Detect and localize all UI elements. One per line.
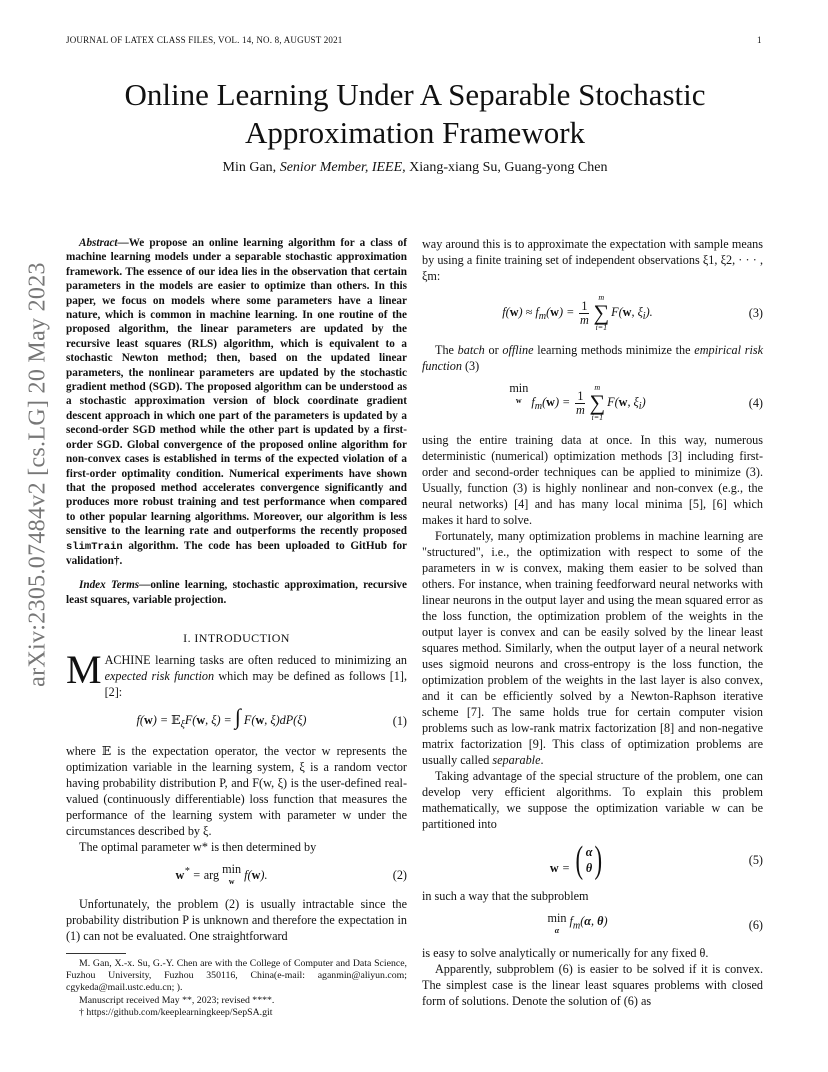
page-number: 1 bbox=[757, 35, 762, 45]
equation-1 bbox=[66, 704, 407, 733]
paper-title: Online Learning Under A Separable Stochastic Approximation Framework bbox=[124, 77, 706, 150]
right-p4-b: . bbox=[540, 753, 544, 767]
right-p2-em3: empirical risk function bbox=[422, 343, 763, 373]
left-column bbox=[66, 236, 407, 1020]
footnote-affiliation: M. Gan, X.-x. Su, G.-Y. Chen are with the College of Computer and Data Science, Fuzhou University, Fuzhou 350116, China(e-mail: aganmin@aliyun.com; cgykeda@mail.ustc.edu.cn; ). bbox=[66, 957, 407, 994]
section-heading-intro: I. INTRODUCTION bbox=[183, 631, 290, 646]
equation-5-number: (5) bbox=[748, 853, 763, 867]
right-paragraph-3: using the entire training data at once. In this way, numerous deterministic (numerical) optimization methods [3] including first-order and second-order techniques can be applied to minimize (3). Usually, function (3) is highly nonlinear and non-convex (e.g., the neural networks) [4] and has many local minima [5], [6] which makes it hard to solve. bbox=[422, 433, 763, 527]
equation-3-body: $f(w) \approx f_m(w)$ = $\frac{1}{m}$ m ∑ i=1 F(w, $\xi_i$). bbox=[502, 293, 653, 332]
equation-5 bbox=[422, 841, 763, 879]
equation-3-number: (3) bbox=[748, 306, 763, 320]
abstract-code: slimTrain bbox=[66, 540, 123, 553]
abstract-text-b: algorithm. The code has been uploaded to GitHub for validation†. bbox=[66, 539, 407, 567]
right-p2-b: or bbox=[484, 343, 503, 357]
right-paragraph-1: way around this is to approximate the expectation with sample means by using a finite training set of independent observations ξ1, ξ2, · · · , ξm: bbox=[422, 237, 763, 283]
right-p2-em2: offline bbox=[502, 343, 534, 357]
right-p2-em1: batch bbox=[457, 343, 485, 357]
right-p2-d: (3) bbox=[461, 359, 480, 373]
right-paragraph-7: is easy to solve analytically or numerically for any fixed θ. bbox=[422, 946, 709, 960]
equation-5-body: w = ( α θ ) bbox=[549, 839, 603, 881]
author-line bbox=[60, 160, 770, 176]
right-paragraph-5: Taking advantage of the special structure of the problem, one can develop very efficient algorithms. To explain this problem mathematically, we suppose the optimization variable w can be partitioned into bbox=[422, 769, 763, 831]
abstract-label: Abstract bbox=[79, 237, 118, 249]
equation-6-number: (6) bbox=[748, 917, 763, 932]
footnote-github[interactable]: † https://github.com/keeplearningkeep/SepSA.git bbox=[79, 1007, 273, 1019]
intro-paragraph-2: where 𝔼 is the expectation operator, the vector w represents the optimization variable in the learning system, ξ is a random vector having probability distribution P, and F(w, ξ) is the user-defined real-valued (continuously differentiable) loss function that measures the performance of the learning system with parameter w under the circumstances described by ξ. bbox=[66, 743, 407, 838]
author-first: Min Gan, bbox=[222, 160, 280, 175]
author-role: Senior Member, IEEE, bbox=[279, 160, 406, 175]
equation-2-number: (2) bbox=[392, 868, 407, 883]
running-head: JOURNAL OF LATEX CLASS FILES, VOL. 14, NO. 8, AUGUST 2021 bbox=[66, 35, 343, 45]
index-terms-text: —online learning, stochastic approximation, recursive least squares, variable projection. bbox=[66, 579, 407, 606]
equation-4-number: (4) bbox=[748, 396, 763, 410]
intro-p1-a: ACHINE learning tasks are often reduced to minimizing an bbox=[104, 653, 407, 668]
equation-6-body: min α $f_m(\alpha$, θ) bbox=[547, 911, 608, 935]
intro-paragraph-3: The optimal parameter w* is then determined by bbox=[79, 839, 317, 854]
footnote-rule bbox=[66, 953, 126, 954]
dropcap: M bbox=[66, 647, 102, 693]
intro-p1-refs[interactable]: [1], [2]: bbox=[104, 669, 407, 700]
right-p4-a: Fortunately, many optimization problems in machine learning are "structured", i.e., the optimization with respect to some of the parameters in w is convex, making them easier to be solved than others. For instance, when training feedforward neural networks with linear neurons in the output layer and using the mean squared error as the loss function, the optimization problem of the weights in the output layer is convex and can be easily solved by the linear least squares method. Similarly, when the output layer of a neural network uses sigmoid neurons and cross-entropy is the loss function, the optimization problem of the weights in the last layer is also convex, and it can be efficiently solved by a Newton-Raphson iterative scheme [7]. The same holds true for certain computer vision problems such as low-rank matrix factorization [8] and non-negative matrix factorization [9]. This class of optimization problems are usually called bbox=[422, 529, 763, 767]
right-paragraph-2 bbox=[422, 342, 763, 374]
intro-p1-b: which may be defined as follows bbox=[214, 669, 390, 684]
equation-1-body: f(w) = 𝔼$_\xi$F(w, ξ) = ∫ F(w, ξ)dP(ξ) bbox=[136, 704, 307, 731]
equation-3 bbox=[422, 293, 763, 333]
right-column bbox=[422, 236, 763, 1009]
intro-paragraph-4: Unfortunately, the problem (2) is usually intractable since the probability distribution P is unknown and therefore the expectation in (1) can not be evaluated. One straightforward bbox=[66, 896, 407, 943]
equation-6 bbox=[422, 913, 763, 936]
intro-paragraph-1 bbox=[66, 647, 407, 700]
abstract-text-a: —We propose an online learning algorithm for a class of machine learning models under a separable stochastic approximation framework. The essence of our idea lies in the observation that certain parameters in the models are easier to optimize than others. In this paper, we focus on models where some parameters have a linear nature, which is common in machine learning. In one routine of the proposed algorithm, the linear parameters are updated by the recursive least squares (RLS) algorithm, which is equivalent to a stochastic Newton method; then, based on the updated linear parameters, the nonlinear parameters are updated by the stochastic gradient method (SGD). The proposed algorithm can be understood as a stochastic approximation version of block coordinate gradient descent approach in which one part of the parameters is updated by a second-order SGD method while the other part is updated by a first-order SGD. Global convergence of the proposed online algorithm for non-convex cases is established in terms of the expected violation of a first-order optimality condition. Numerical experiments have shown that the proposed method accelerates convergence significantly and produces more robust training and test performance when compared to other popular learning algorithms. Moreover, our algorithm is less sensitive to the learning rate and outperforms the recently proposed bbox=[66, 237, 407, 538]
footnote-received: Manuscript received May **, 2023; revised ****. bbox=[79, 994, 275, 1006]
arxiv-watermark: arXiv:2305.07484v2 [cs.LG] 20 May 2023 bbox=[24, 262, 51, 687]
equation-2 bbox=[66, 861, 407, 887]
intro-p1-em: expected risk function bbox=[104, 669, 215, 684]
right-p2-c: learning methods minimize the bbox=[533, 343, 695, 357]
index-terms bbox=[66, 578, 407, 607]
right-p2-a: The bbox=[435, 343, 458, 357]
equation-2-body: w* = arg min w f(w). bbox=[175, 861, 268, 886]
author-rest: Xiang-xiang Su, Guang-yong Chen bbox=[405, 160, 608, 175]
equation-4-body: min w $f_m(w)$ = $\frac{1}{m}$ m ∑ i=1 F(w, $\xi_i$) bbox=[509, 381, 646, 422]
equation-4 bbox=[422, 383, 763, 423]
equation-1-number: (1) bbox=[392, 714, 407, 729]
right-paragraph-6: in such a way that the subproblem bbox=[422, 889, 589, 903]
abstract bbox=[66, 236, 407, 568]
index-terms-label: Index Terms bbox=[79, 579, 140, 592]
right-paragraph-8: Apparently, subproblem (6) is easier to be solved if it is convex. The simplest case is the linear least squares problems with closed form of solutions. Denote the solution of (6) as bbox=[422, 962, 763, 1008]
right-p4-em: separable bbox=[492, 753, 541, 767]
right-paragraph-4 bbox=[422, 528, 763, 768]
